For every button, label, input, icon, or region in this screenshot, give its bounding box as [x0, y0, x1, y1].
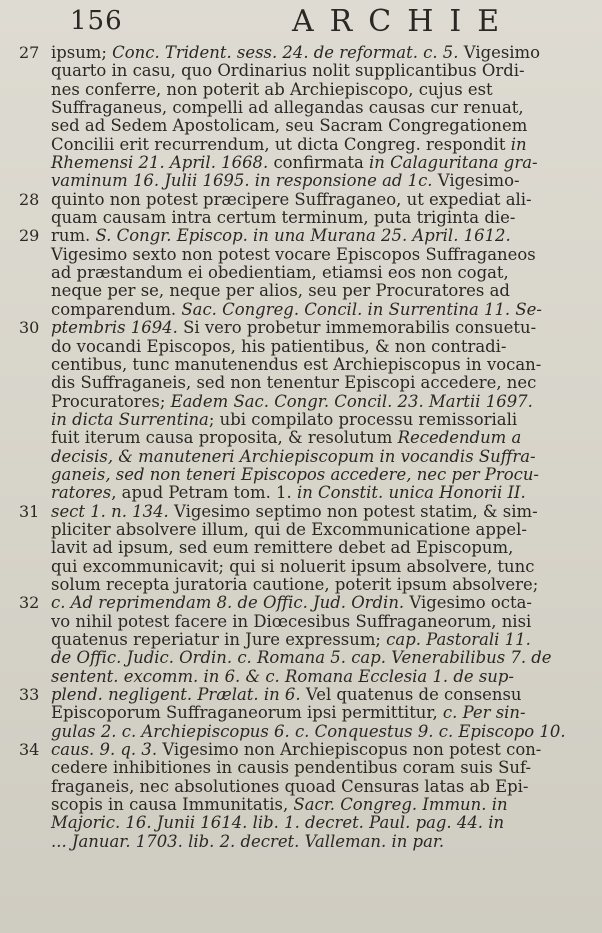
line-text	[51, 81, 597, 99]
roman-segment: comparendum.	[51, 299, 182, 319]
italic-segment: ptembris 1694.	[51, 318, 178, 338]
text-line	[0, 796, 602, 814]
line-text	[51, 833, 597, 851]
text-line	[0, 503, 602, 521]
italic-segment: decisis, & manuteneri Archiepiscopum in vocandis Suffra-	[51, 446, 536, 466]
text-line	[0, 227, 602, 245]
text-line	[0, 521, 602, 539]
text-line	[0, 282, 602, 300]
line-text	[51, 411, 597, 429]
text-line	[0, 759, 602, 777]
line-text	[51, 558, 597, 576]
roman-segment: dis Suffraganeis, sed non tenentur Episcopi accedere, nec	[51, 373, 537, 393]
text-line	[0, 704, 602, 722]
text-line	[0, 154, 602, 172]
roman-segment: ipsum;	[51, 43, 113, 62]
italic-segment: ganeis, sed non teneri Episcopos accedere, nec per Procu-	[51, 464, 539, 484]
margin-number: 31	[19, 501, 40, 521]
text-line	[0, 264, 602, 282]
italic-segment: Sacr. Congreg. Immun. in	[293, 795, 508, 815]
roman-segment: ad præstandum ei obedientiam, etiamsi eos non cogat,	[51, 263, 509, 283]
line-text	[51, 594, 597, 612]
line-text	[51, 301, 597, 319]
margin-number: 27	[19, 43, 40, 62]
text-line	[0, 814, 602, 832]
text-line	[0, 393, 602, 411]
italic-segment: in Constit. unica Honorii II.	[296, 483, 526, 503]
italic-segment: c. Ad reprimendam 8. de Offic. Jud. Ordin.	[51, 593, 405, 613]
italic-segment: c. Per sin-	[442, 703, 526, 723]
text-line	[0, 429, 602, 447]
roman-segment: nes conferre, non poterit ab Archiepiscopo, cujus est	[51, 79, 493, 99]
text-line	[0, 117, 602, 135]
roman-segment: Procuratores;	[51, 391, 171, 411]
line-text	[51, 319, 597, 337]
line-text	[51, 44, 597, 62]
text-line	[0, 778, 602, 796]
line-text	[51, 227, 597, 245]
italic-segment: cap. Pastorali 11.	[386, 630, 531, 649]
line-text	[51, 393, 597, 411]
italic-segment: sect 1. n. 134.	[51, 501, 169, 521]
margin-number: 32	[19, 593, 40, 613]
roman-segment: sed ad Sedem Apostolicam, seu Sacram Congregationem	[51, 116, 528, 136]
line-text	[51, 576, 597, 594]
text-line	[0, 448, 602, 466]
text-line	[0, 191, 602, 209]
line-text	[51, 154, 597, 172]
line-text	[51, 374, 597, 392]
italic-segment: Majoric. 16. Junii 1614. lib. 1. decret. Paul. pag. 44. in	[51, 813, 505, 833]
italic-segment: Rhemensi 21. April. 1668.	[51, 153, 269, 173]
line-text	[51, 209, 597, 227]
italic-segment: in dicta Surrentina	[51, 409, 209, 429]
line-text	[51, 631, 597, 649]
roman-segment: vo nihil potest facere in Diœcesibus Suffraganeorum, nisi	[51, 611, 532, 631]
line-text	[51, 521, 597, 539]
italic-segment: gulas 2. c. Archiepiscopus 6. c. Conquestus 9. c. Episcopo 10.	[51, 721, 566, 741]
roman-segment: , apud Petram tom. 1.	[111, 483, 297, 503]
line-text	[51, 117, 597, 135]
line-text	[51, 741, 597, 759]
line-text	[51, 448, 597, 466]
line-text	[51, 466, 597, 484]
italic-segment: de Offic. Judic. Ordin. c. Romana 5. cap. Venerabilibus 7. de	[51, 648, 552, 668]
text-line	[0, 741, 602, 759]
roman-segment: fuit iterum causa proposita, & resolutum	[51, 428, 398, 448]
italic-segment: Recedendum a	[397, 428, 522, 448]
line-text	[51, 172, 597, 190]
line-text	[51, 429, 597, 447]
text-line	[0, 539, 602, 557]
line-text	[51, 246, 597, 264]
roman-segment: quatenus reperiatur in Jure expressum;	[51, 630, 387, 649]
italic-segment: S. Congr. Episcop. in una Murana 25. April. 1612.	[95, 226, 511, 246]
line-text	[51, 136, 597, 154]
roman-segment: pliciter absolvere illum, qui de Excommunicatione appel-	[51, 519, 527, 539]
text-line	[0, 668, 602, 686]
roman-segment: ; ubi compilato processu remissoriali	[208, 409, 518, 429]
text-line	[0, 44, 602, 62]
line-text	[51, 704, 597, 722]
line-text	[51, 814, 597, 832]
italic-segment: sentent. excomm. in 6. & c. Romana Ecclesia 1. de sup-	[51, 666, 514, 686]
page-number: 156	[70, 6, 123, 36]
roman-segment: rum.	[51, 226, 96, 246]
margin-number: 33	[19, 685, 40, 705]
text-line	[0, 356, 602, 374]
body-text	[0, 44, 602, 851]
line-text	[51, 338, 597, 356]
text-line	[0, 81, 602, 99]
line-text	[51, 191, 597, 209]
text-line	[0, 99, 602, 117]
line-text	[51, 264, 597, 282]
line-text	[51, 796, 597, 814]
text-line	[0, 62, 602, 80]
roman-segment: solum recepta juratoria cautione, poterit ipsum absolvere;	[51, 574, 539, 594]
roman-segment: Vigesimo sexto non potest vocare Episcopos Suffraganeos	[51, 244, 536, 264]
text-line	[0, 613, 602, 631]
text-line	[0, 136, 602, 154]
margin-number: 28	[19, 189, 40, 209]
italic-segment: plend. negligent. Prælat. in 6.	[51, 685, 301, 705]
italic-segment: ratores	[51, 483, 112, 503]
roman-segment: Vigesimo septimo non potest statim, & sim-	[168, 501, 538, 521]
line-text	[51, 282, 597, 300]
text-line	[0, 686, 602, 704]
roman-segment: Vigesimo non Archiepiscopus non potest con-	[157, 740, 542, 760]
roman-segment: lavit ad ipsum, sed eum remittere debet ad Episcopum,	[51, 538, 514, 558]
text-line	[0, 301, 602, 319]
line-text	[51, 649, 597, 667]
roman-segment: scopis in causa Immunitatis,	[51, 795, 294, 815]
line-text	[51, 62, 597, 80]
line-text	[51, 484, 597, 502]
page-header	[0, 2, 602, 42]
roman-segment: quarto in casu, quo Ordinarius nolit supplicantibus Ordi-	[51, 61, 525, 81]
margin-number: 30	[19, 318, 40, 338]
italic-segment: Conc. Trident. sess. 24. de reformat. c. 5.	[112, 43, 459, 62]
line-text	[51, 723, 597, 741]
line-text	[51, 99, 597, 117]
line-text	[51, 759, 597, 777]
margin-number: 34	[19, 740, 40, 760]
italic-segment: ... Januar. 1703. lib. 2. decret. Valleman. in par.	[51, 831, 445, 851]
text-line	[0, 466, 602, 484]
roman-segment: Si vero probetur immemorabilis consuetu-	[177, 318, 537, 338]
margin-number: 29	[19, 226, 40, 246]
text-line	[0, 411, 602, 429]
text-line	[0, 649, 602, 667]
roman-segment: Vigesimo	[458, 43, 541, 62]
text-line	[0, 723, 602, 741]
line-text	[51, 356, 597, 374]
line-text	[51, 668, 597, 686]
text-line	[0, 338, 602, 356]
line-text	[51, 539, 597, 557]
text-line	[0, 319, 602, 337]
roman-segment: fraganeis, nec absolutiones quoad Censuras latas ab Epi-	[51, 776, 529, 796]
line-text	[51, 503, 597, 521]
text-line	[0, 374, 602, 392]
text-line	[0, 246, 602, 264]
roman-segment: Vigesimo-	[432, 171, 520, 191]
text-line	[0, 594, 602, 612]
roman-segment: cedere inhibitiones in causis pendentibus coram suis Suf-	[51, 758, 532, 778]
roman-segment: Vel quatenus de consensu	[300, 685, 522, 705]
roman-segment: Episcoporum Suffraganeorum ipsi permittitur,	[51, 703, 443, 723]
roman-segment: Concilii erit recurrendum, ut dicta Congreg. respondit	[51, 134, 511, 154]
text-line	[0, 172, 602, 190]
roman-segment: do vocandi Episcopos, his patientibus, & non contradi-	[51, 336, 507, 356]
italic-segment: Eadem Sac. Congr. Concil. 23. Martii 1697.	[170, 391, 533, 411]
text-line	[0, 576, 602, 594]
roman-segment: Vigesimo octa-	[404, 593, 532, 613]
roman-segment: neque per se, neque per alios, seu per Procuratores ad	[51, 281, 510, 301]
text-line	[0, 484, 602, 502]
line-text	[51, 778, 597, 796]
italic-segment: Sac. Congreg. Concil. in Surrentina 11. Se-	[181, 299, 542, 319]
italic-segment: caus. 9. q. 3.	[51, 740, 158, 760]
text-line	[0, 209, 602, 227]
text-line	[0, 833, 602, 851]
italic-segment: in	[510, 134, 527, 154]
roman-segment: centibus, tunc manutenendus est Archiepiscopus in vocan-	[51, 354, 542, 374]
text-line	[0, 558, 602, 576]
roman-segment: confirmata	[268, 153, 370, 173]
line-text	[51, 686, 597, 704]
line-text	[51, 613, 597, 631]
roman-segment: quam causam intra certum terminum, puta triginta die-	[51, 208, 516, 228]
roman-segment: qui excommunicavit; qui si noluerit ipsum absolvere, tunc	[51, 556, 535, 576]
roman-segment: quinto non potest præcipere Suffraganeo, ut expediat ali-	[51, 189, 532, 209]
roman-segment: Suffraganeus, compelli ad allegandas causas cur renuat,	[51, 98, 524, 118]
text-line	[0, 631, 602, 649]
italic-segment: vaminum 16. Julii 1695. in responsione ad 1c.	[51, 171, 433, 191]
running-head: ARCHIE	[292, 4, 516, 39]
italic-segment: in Calaguritana gra-	[369, 153, 538, 173]
